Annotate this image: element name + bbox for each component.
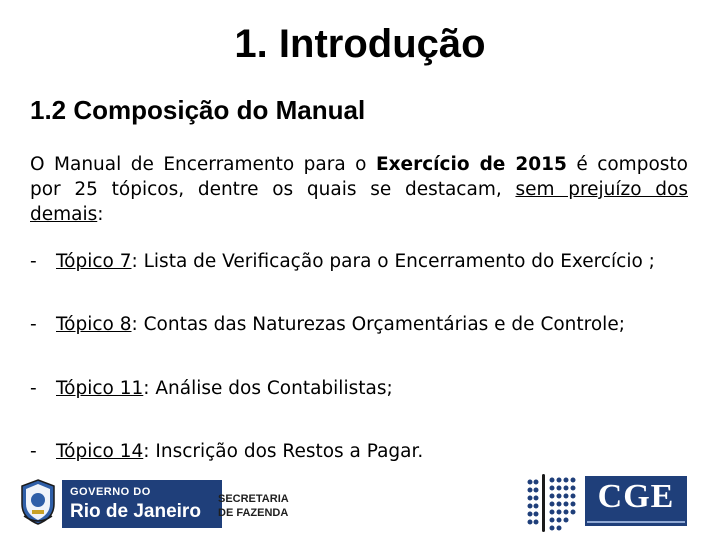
intro-paragraph [30, 152, 688, 227]
topic-dash: - [30, 441, 37, 462]
topic-label: Tópico 11 [56, 378, 144, 399]
topic-label: Tópico 14 [56, 441, 144, 462]
intro-text-2: é composto por 25 tópicos, dentre os quais se destacam, [30, 154, 688, 200]
topic-text: : Contas das Naturezas Orçamentárias e de Controle; [131, 314, 625, 335]
secretaria-line-1: SECRETARIA [218, 493, 289, 505]
topic-label: Tópico 7 [56, 251, 132, 272]
topic-item-14 [30, 440, 423, 464]
topic-dash: - [30, 314, 37, 335]
cge-logo-underline [587, 521, 685, 523]
secretaria-logo [218, 492, 289, 520]
topic-dash: - [30, 378, 37, 399]
intro-text-3: : [97, 204, 104, 225]
rio-de-janeiro-logo [18, 478, 204, 528]
topic-text: : Análise dos Contabilistas; [143, 378, 393, 399]
intro-text-1: O Manual de Encerramento para o [30, 154, 376, 175]
rj-brand-box [62, 480, 222, 528]
secretaria-line-2: DE FAZENDA [218, 507, 289, 519]
intro-bold-exercise: Exercício de 2015 [375, 154, 567, 175]
cge-logo [585, 476, 687, 526]
topic-label: Tópico 8 [56, 314, 132, 335]
rj-big-text: Rio de Janeiro [70, 501, 201, 522]
rj-small-text: GOVERNO DO [70, 486, 151, 498]
topic-text: : Inscrição dos Restos a Pagar. [143, 441, 424, 462]
topic-text: : Lista de Verificação para o Encerramento do Exercício ; [131, 251, 655, 272]
cge-logo-text: CGE [597, 478, 675, 515]
topic-item-11 [30, 377, 393, 401]
topic-dash: - [30, 251, 37, 272]
topic-item-7 [30, 250, 655, 274]
slide-title: 1. Introdução [234, 22, 486, 66]
intro-underlined: sem prejuízo dos demais [30, 179, 688, 225]
topic-item-8 [30, 313, 625, 337]
cge-dots-icon [524, 474, 580, 532]
coat-of-arms-icon [18, 478, 58, 526]
slide-subtitle: 1.2 Composição do Manual [30, 95, 366, 125]
